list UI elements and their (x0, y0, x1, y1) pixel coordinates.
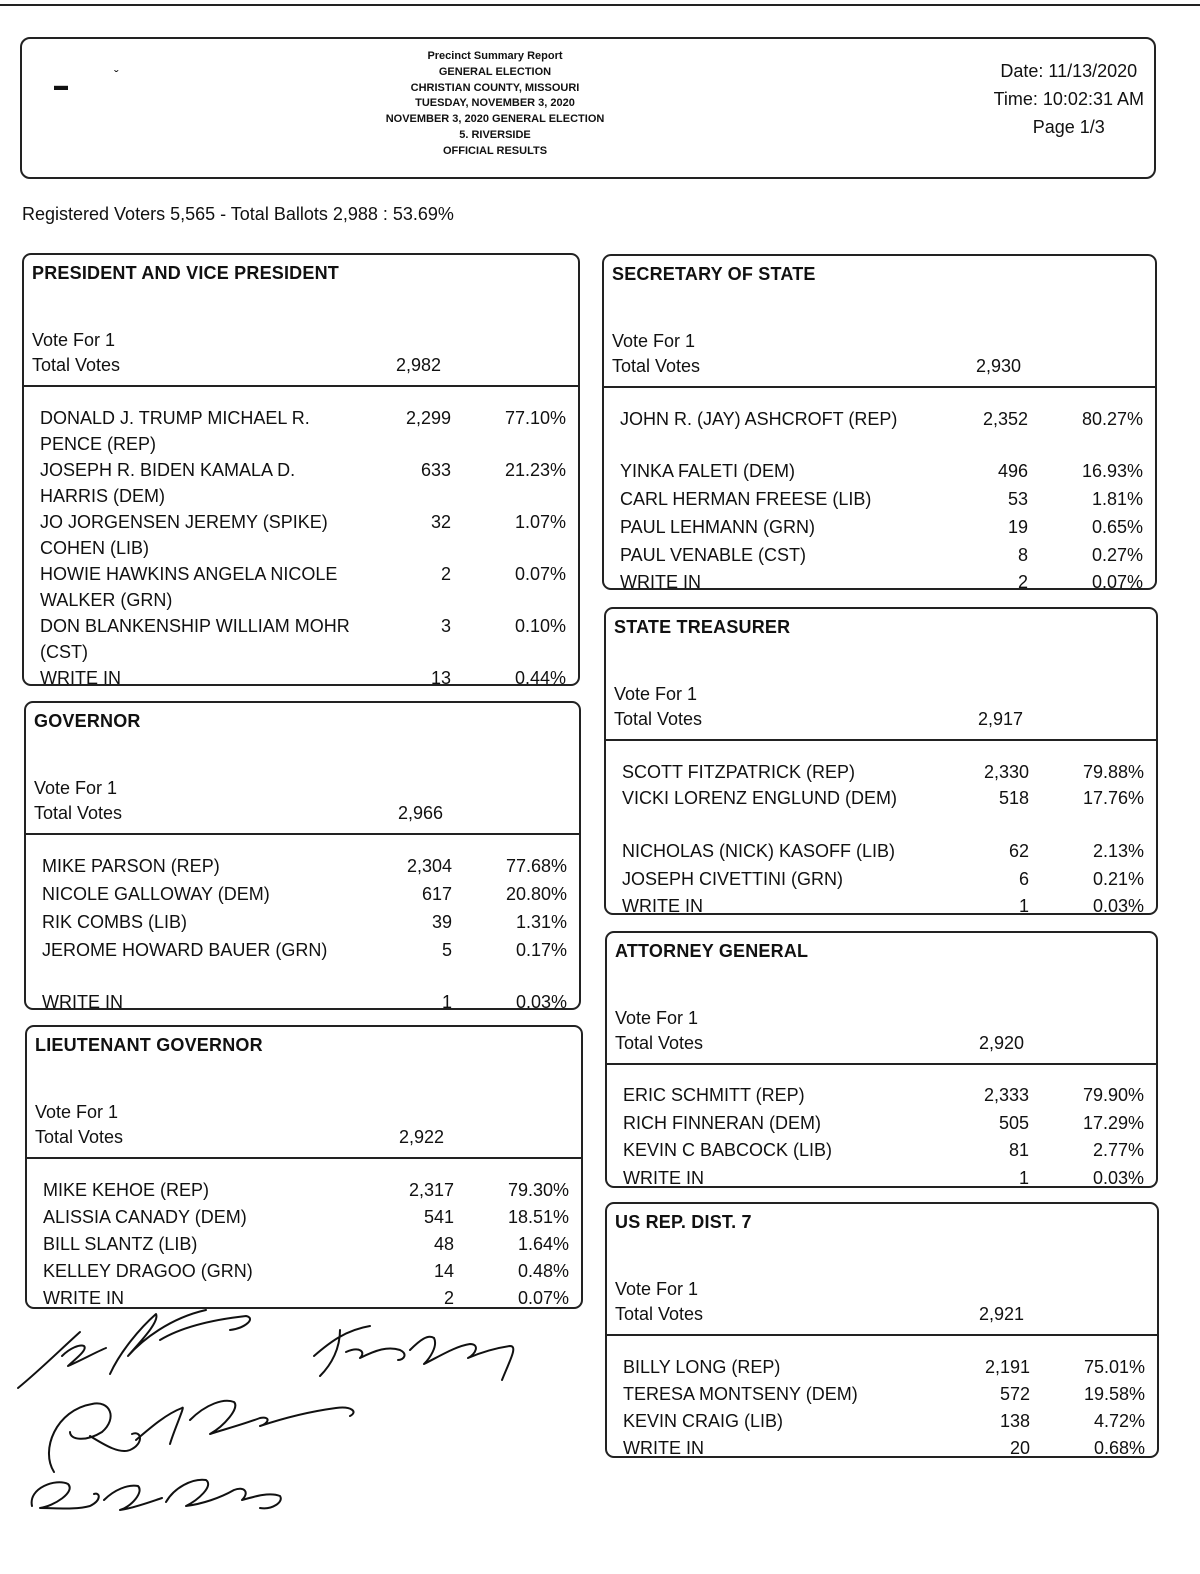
race-box (22, 253, 580, 686)
candidate-row (26, 989, 579, 1015)
candidate-row (26, 937, 579, 963)
race-box (602, 254, 1157, 590)
candidate-percent: 0.10% (514, 616, 566, 636)
candidate-name: WRITE IN (623, 1168, 704, 1188)
candidate-name: WRITE IN (40, 668, 121, 688)
candidate-row (607, 1110, 1156, 1136)
candidate-percent: 2.77% (1092, 1140, 1144, 1160)
candidate-name: JOSEPH R. BIDEN KAMALA D. HARRIS (DEM) (40, 460, 296, 506)
candidate-name: JOHN R. (JAY) ASHCROFT (REP) (620, 409, 898, 429)
candidate-votes: 496 (997, 461, 1028, 481)
race-box (605, 931, 1158, 1188)
candidate-percent: 19.58% (1083, 1384, 1145, 1404)
total-votes-label: Total Votes (615, 1033, 704, 1053)
total-votes-value: 2,920 (979, 1033, 1025, 1053)
candidate-percent: 1.07% (514, 512, 566, 532)
race-title: ATTORNEY GENERAL (615, 941, 809, 961)
candidate-percent: 75.01% (1083, 1357, 1145, 1377)
candidate-votes: 81 (1008, 1140, 1029, 1160)
total-votes-label: Total Votes (615, 1304, 704, 1324)
candidate-row (24, 561, 578, 610)
candidate-votes: 1 (1018, 896, 1029, 916)
candidate-votes: 6 (1018, 869, 1029, 889)
candidate-votes: 541 (423, 1207, 454, 1227)
election-name: GENERAL ELECTION (438, 65, 552, 78)
candidate-percent: 20.80% (505, 884, 567, 904)
candidate-votes: 2 (443, 1288, 454, 1308)
candidate-percent: 0.07% (517, 1288, 569, 1308)
candidate-percent: 0.48% (517, 1261, 569, 1281)
candidate-name: JOSEPH CIVETTINI (GRN) (622, 869, 844, 889)
candidate-name: WRITE IN (622, 896, 703, 916)
candidate-row (607, 1137, 1156, 1163)
candidate-percent: 1.31% (515, 912, 567, 932)
candidate-percent: 79.30% (507, 1180, 569, 1200)
candidate-name: WRITE IN (620, 572, 701, 592)
candidate-votes: 3 (440, 616, 451, 636)
total-votes-label: Total Votes (34, 803, 123, 823)
candidate-name: YINKA FALETI (DEM) (620, 461, 796, 481)
candidate-name: KELLEY DRAGOO (GRN) (43, 1261, 253, 1281)
candidate-votes: 32 (430, 512, 451, 532)
race-box (604, 607, 1158, 915)
header-rule (27, 1157, 581, 1159)
candidate-votes: 2 (1017, 572, 1028, 592)
candidate-votes: 138 (999, 1411, 1030, 1431)
candidate-votes: 14 (433, 1261, 454, 1281)
candidate-name: MIKE PARSON (REP) (42, 856, 220, 876)
candidate-row (27, 1231, 581, 1257)
candidate-votes: 53 (1007, 489, 1028, 509)
candidate-votes: 2,191 (984, 1357, 1030, 1377)
candidate-row (604, 406, 1155, 432)
candidate-row (606, 893, 1156, 919)
county-name: CHRISTIAN COUNTY, MISSOURI (410, 81, 580, 94)
candidate-name: HOWIE HAWKINS ANGELA NICOLE WALKER (GRN) (40, 564, 338, 610)
candidate-name: MIKE KEHOE (REP) (43, 1180, 210, 1200)
header-rule (604, 386, 1155, 388)
candidate-name: VICKI LORENZ ENGLUND (DEM) (622, 788, 898, 808)
candidate-percent: 77.68% (505, 856, 567, 876)
candidate-row (607, 1408, 1157, 1434)
candidate-percent: 1.81% (1091, 489, 1143, 509)
total-votes-value: 2,930 (976, 356, 1022, 376)
candidate-row (604, 458, 1155, 484)
header-rule (24, 385, 578, 387)
election-date: TUESDAY, NOVEMBER 3, 2020 (415, 97, 575, 110)
candidate-percent: 0.03% (515, 992, 567, 1012)
candidate-row (24, 613, 578, 662)
candidate-row (606, 759, 1156, 785)
candidate-row (604, 486, 1155, 512)
candidate-row (607, 1381, 1157, 1407)
results-status: OFFICIAL RESULTS (442, 144, 548, 157)
candidate-percent: 2.13% (1092, 841, 1144, 861)
vote-for-label: Vote For 1 (614, 684, 698, 704)
candidate-votes: 633 (420, 460, 451, 480)
race-title: SECRETARY OF STATE (612, 264, 816, 284)
candidate-row (607, 1354, 1157, 1380)
candidate-percent: 0.44% (514, 668, 566, 688)
candidate-votes: 62 (1008, 841, 1029, 861)
page-number: Page 1/3 (1032, 117, 1105, 137)
scan-mark: ˇ (114, 67, 119, 83)
signatures (10, 1300, 550, 1540)
vote-for-label: Vote For 1 (35, 1102, 119, 1122)
candidate-name: JO JORGENSEN JEREMY (SPIKE) COHEN (LIB) (40, 512, 328, 558)
candidate-row (24, 457, 578, 506)
candidate-row (24, 405, 578, 454)
candidate-name: ALISSIA CANADY (DEM) (43, 1207, 247, 1227)
candidate-row (27, 1177, 581, 1203)
candidate-percent: 0.27% (1091, 545, 1143, 565)
report-title-block (322, 49, 668, 160)
candidate-percent: 0.68% (1093, 1438, 1145, 1458)
report-meta (994, 57, 1144, 141)
top-border-line (0, 4, 1200, 6)
candidate-row (27, 1258, 581, 1284)
candidate-name: RICH FINNERAN (DEM) (623, 1113, 821, 1133)
candidate-percent: 16.93% (1081, 461, 1143, 481)
candidate-votes: 2 (440, 564, 451, 584)
total-votes-value: 2,921 (979, 1304, 1025, 1324)
candidate-votes: 572 (999, 1384, 1030, 1404)
candidate-row (606, 838, 1156, 864)
candidate-row (26, 881, 579, 907)
candidate-row (26, 853, 579, 879)
candidate-percent: 4.72% (1093, 1411, 1145, 1431)
candidate-name: TERESA MONTSENY (DEM) (623, 1384, 858, 1404)
candidate-name: WRITE IN (42, 992, 123, 1012)
candidate-votes: 518 (998, 788, 1029, 808)
vote-for-label: Vote For 1 (612, 331, 696, 351)
candidate-votes: 2,317 (408, 1180, 454, 1200)
report-date: Date: 11/13/2020 (1000, 61, 1138, 81)
candidate-row (607, 1435, 1157, 1461)
vote-for-label: Vote For 1 (34, 778, 118, 798)
candidate-percent: 79.90% (1082, 1085, 1144, 1105)
race-title: PRESIDENT AND VICE PRESIDENT (32, 263, 339, 283)
candidate-name: BILL SLANTZ (LIB) (43, 1234, 198, 1254)
candidate-name: DON BLANKENSHIP WILLIAM MOHR (CST) (40, 616, 350, 662)
vote-for-label: Vote For 1 (32, 330, 116, 350)
candidate-votes: 13 (430, 668, 451, 688)
candidate-name: BILLY LONG (REP) (623, 1357, 781, 1377)
candidate-percent: 0.17% (515, 940, 567, 960)
candidate-votes: 1 (1018, 1168, 1029, 1188)
candidate-row (604, 569, 1155, 595)
report-time: Time: 10:02:31 AM (993, 89, 1144, 109)
candidate-row (26, 909, 579, 935)
candidate-percent: 17.76% (1082, 788, 1144, 808)
candidate-votes: 1 (441, 992, 452, 1012)
total-votes-value: 2,966 (398, 803, 444, 823)
total-votes-label: Total Votes (35, 1127, 124, 1147)
header-rule (26, 833, 579, 835)
candidate-row (24, 665, 578, 691)
candidate-name: NICOLE GALLOWAY (DEM) (42, 884, 270, 904)
candidate-name: KEVIN CRAIG (LIB) (623, 1411, 784, 1431)
candidate-votes: 2,330 (983, 762, 1029, 782)
race-box (24, 701, 581, 1010)
vote-for-label: Vote For 1 (615, 1008, 699, 1028)
candidate-percent: 0.65% (1091, 517, 1143, 537)
candidate-votes: 20 (1009, 1438, 1030, 1458)
candidate-name: WRITE IN (43, 1288, 124, 1308)
candidate-percent: 1.64% (517, 1234, 569, 1254)
total-votes-value: 2,982 (396, 355, 442, 375)
candidate-votes: 39 (431, 912, 452, 932)
candidate-percent: 77.10% (504, 408, 566, 428)
total-votes-label: Total Votes (612, 356, 701, 376)
candidate-row (24, 509, 578, 558)
candidate-votes: 2,352 (982, 409, 1028, 429)
candidate-percent: 0.03% (1092, 1168, 1144, 1188)
registered-voters-line: Registered Voters 5,565 - Total Ballots 2,988 : 53.69% (22, 204, 454, 224)
total-votes-value: 2,922 (399, 1127, 445, 1147)
race-box (25, 1025, 583, 1309)
candidate-percent: 17.29% (1082, 1113, 1144, 1133)
candidate-row (604, 514, 1155, 540)
candidate-votes: 505 (998, 1113, 1029, 1133)
candidate-row (604, 542, 1155, 568)
race-title: GOVERNOR (34, 711, 141, 731)
candidate-votes: 19 (1007, 517, 1028, 537)
vote-for-label: Vote For 1 (615, 1279, 699, 1299)
candidate-votes: 8 (1017, 545, 1028, 565)
race-title: US REP. DIST. 7 (615, 1212, 752, 1232)
candidate-votes: 2,299 (405, 408, 451, 428)
candidate-percent: 21.23% (504, 460, 566, 480)
total-votes-value: 2,917 (978, 709, 1024, 729)
total-votes-label: Total Votes (32, 355, 121, 375)
race-box (605, 1202, 1159, 1458)
report-title: Precinct Summary Report (427, 50, 563, 62)
header-rule (607, 1063, 1156, 1065)
candidate-votes: 48 (433, 1234, 454, 1254)
candidate-votes: 2,304 (406, 856, 452, 876)
header-rule (606, 739, 1156, 741)
candidate-percent: 0.03% (1092, 896, 1144, 916)
candidate-votes: 617 (421, 884, 452, 904)
candidate-name: RIK COMBS (LIB) (42, 912, 188, 932)
report-header (20, 37, 1156, 179)
race-title: LIEUTENANT GOVERNOR (35, 1035, 263, 1055)
candidate-row (607, 1165, 1156, 1191)
candidate-votes: 2,333 (983, 1085, 1029, 1105)
candidate-percent: 0.07% (514, 564, 566, 584)
candidate-percent: 79.88% (1082, 762, 1144, 782)
candidate-name: KEVIN C BABCOCK (LIB) (623, 1140, 833, 1160)
scan-mark: ▬ (54, 77, 68, 93)
candidate-percent: 0.07% (1091, 572, 1143, 592)
race-title: STATE TREASURER (614, 617, 791, 637)
header-rule (607, 1334, 1157, 1336)
candidate-name: WRITE IN (623, 1438, 704, 1458)
candidate-percent: 18.51% (507, 1207, 569, 1227)
candidate-votes: 5 (441, 940, 452, 960)
total-votes-label: Total Votes (614, 709, 703, 729)
candidate-percent: 0.21% (1092, 869, 1144, 889)
candidate-name: JEROME HOWARD BAUER (GRN) (42, 940, 328, 960)
election-full-name: NOVEMBER 3, 2020 GENERAL ELECTION (385, 113, 605, 126)
candidate-name: ERIC SCHMITT (REP) (623, 1085, 805, 1105)
candidate-row (606, 785, 1156, 811)
candidate-name: NICHOLAS (NICK) KASOFF (LIB) (622, 841, 896, 861)
candidate-name: CARL HERMAN FREESE (LIB) (620, 489, 872, 509)
candidate-name: PAUL LEHMANN (GRN) (620, 517, 816, 537)
candidate-row (27, 1204, 581, 1230)
candidate-row (606, 866, 1156, 892)
candidate-name: PAUL VENABLE (CST) (620, 545, 807, 565)
candidate-percent: 80.27% (1081, 409, 1143, 429)
candidate-name: DONALD J. TRUMP MICHAEL R. PENCE (REP) (40, 408, 310, 454)
candidate-row (607, 1082, 1156, 1108)
candidate-name: SCOTT FITZPATRICK (REP) (622, 762, 855, 782)
precinct-name: 5. RIVERSIDE (459, 128, 531, 141)
